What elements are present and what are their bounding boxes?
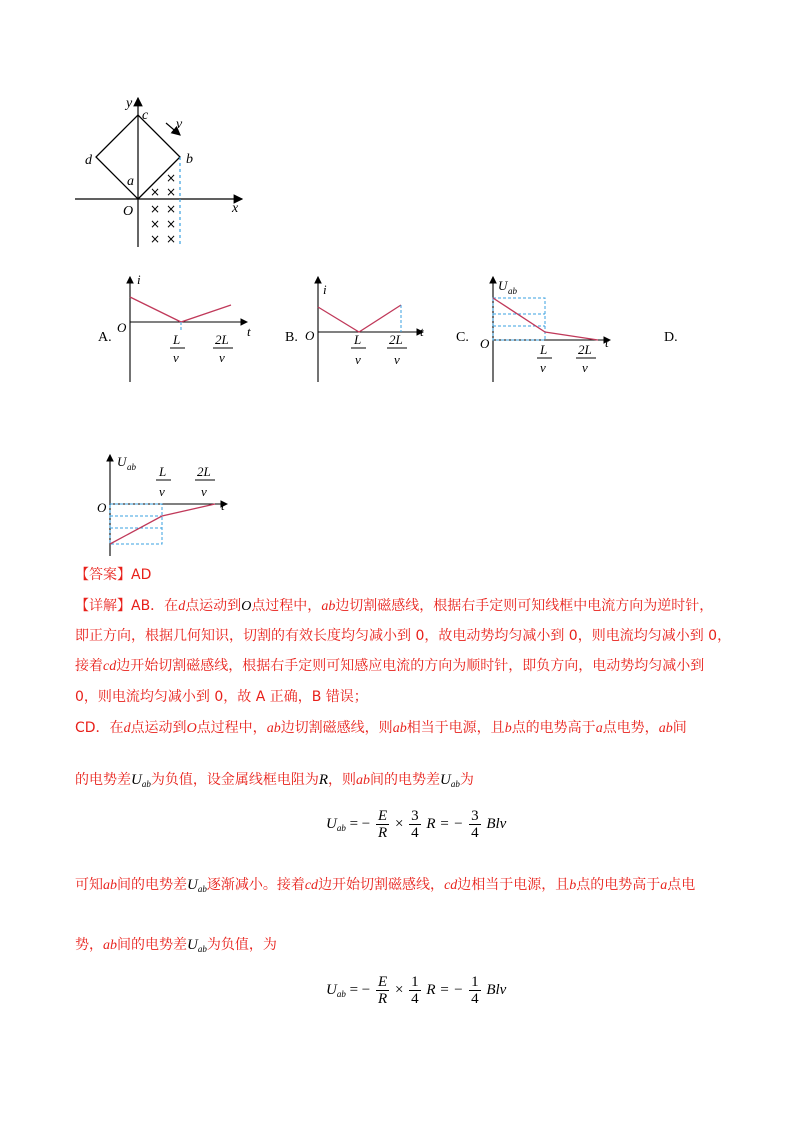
label-v: v [176,117,183,132]
label-d: d [85,153,92,168]
field-mark: × [166,217,177,231]
svg-text:i: i [323,282,327,297]
svg-text:2L: 2L [215,332,229,347]
detail-line-7: 可知ab间的电势差$U_{ab}$逐渐减小。接着cd边开始切割磁感线，cd边相当于电源，且b点的电势高于a点电 [75,877,696,894]
detail-line-6: 的电势差$U_{ab}$为负值，设金属线框电阻为R，则ab间的电势差$U_{ab}$为 [75,772,474,789]
svg-text:ab: ab [508,286,517,296]
svg-text:i: i [137,272,141,287]
field-mark: × [150,202,161,216]
svg-text:2L: 2L [578,342,592,357]
svg-text:L: L [173,332,181,347]
detail-line-8: 势，ab间的电势差$U_{ab}$为负值，为 [75,937,277,954]
field-mark: × [166,232,177,246]
field-mark: × [150,185,161,199]
label-a: a [127,174,134,189]
answer-label: 【答案】AD [75,567,152,583]
curve [318,305,401,332]
equation-2: $U_{ab}$ = − $\frac{E}{R}$ × $\frac{1}{4}$ R = − $\frac{1}{4}$ Blv [326,974,507,1007]
svg-text:v: v [219,350,225,365]
svg-text:v: v [159,484,165,499]
option-a-letter: A. [98,330,112,345]
svg-text:v: v [201,484,207,499]
label-origin: O [123,204,134,219]
field-mark: × [166,202,177,216]
label-c: c [142,108,149,123]
field-mark: × [150,217,161,231]
option-d-letter: D. [664,330,678,345]
svg-text:2L: 2L [197,464,211,479]
option-b-graph [303,272,438,384]
svg-text:t: t [605,335,609,350]
svg-text:t: t [221,498,225,513]
svg-text:L: L [159,464,167,479]
label-b: b [186,152,193,167]
detail-line-2: 即正方向，根据几何知识，切割的有效长度均匀减小到 0，故电动势均匀减小到 0，则电流均匀减小到 0， [75,628,732,644]
svg-text:L: L [354,332,362,347]
field-mark: × [166,185,177,199]
svg-text:v: v [394,352,400,367]
label-x: x [232,201,239,216]
svg-text:v: v [355,352,361,367]
svg-text:t: t [420,324,424,339]
option-a-graph [115,272,260,384]
svg-text:v: v [173,350,179,365]
svg-text:t: t [247,324,251,339]
detail-line-4: 0，则电流均匀减小到 0，故 A 正确，B 错误； [75,689,368,705]
svg-text:O: O [117,320,127,335]
detail-line-5: CD．在d点运动到O点过程中，ab边切割磁感线，则ab相当于电源，且b点的电势高于a点电势，ab间 [75,720,687,736]
svg-text:O: O [305,328,315,343]
field-mark: × [166,171,177,185]
svg-text:ab: ab [127,462,136,472]
svg-text:L: L [540,342,548,357]
equation-1: $U_{ab}$ = − $\frac{E}{R}$ × $\frac{3}{4}$ R = − $\frac{3}{4}$ Blv [326,808,507,841]
svg-text:v: v [582,360,588,375]
option-c-letter: C. [456,330,469,345]
svg-text:O: O [97,500,107,515]
label-y: y [126,96,133,111]
svg-text:2L: 2L [389,332,403,347]
field-mark: × [150,232,161,246]
svg-text:v: v [540,360,546,375]
option-d-graph [95,450,245,560]
main-figure [70,92,250,252]
option-c-graph [478,272,623,384]
svg-text:U: U [498,278,508,293]
detail-line-1: 【详解】AB．在d点运动到O点过程中，ab边切割磁感线，根据右手定则可知线框中电流方向为逆时针， [75,598,714,614]
detail-line-3: 接着cd边开始切割磁感线，根据右手定则可知感应电流的方向为顺时针，即负方向，电动势均匀减小到 [75,658,705,674]
svg-text:O: O [480,336,490,351]
option-b-letter: B. [285,330,298,345]
curve [130,297,231,322]
svg-text:U: U [117,454,127,469]
